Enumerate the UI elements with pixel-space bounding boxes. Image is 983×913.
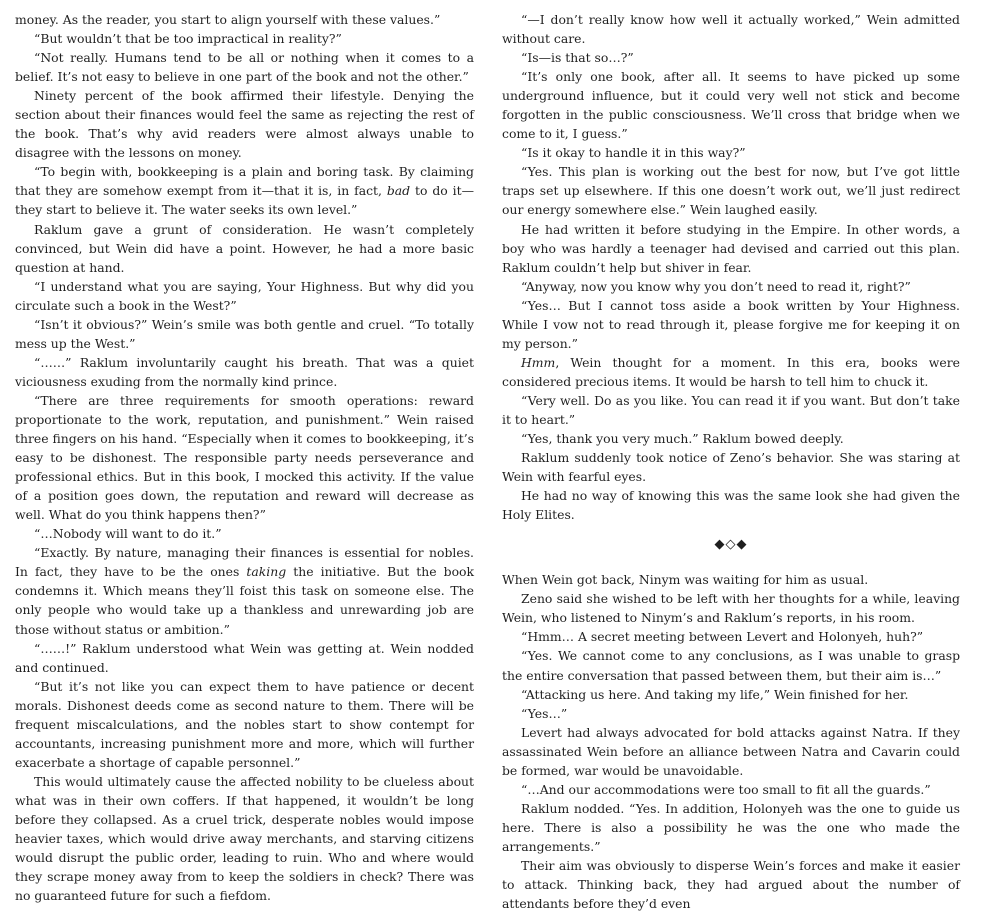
- text-run: Ninety percent of the book affirmed their lifestyle. Denying the section about their finances would feel the same as rejecting the rest of the book. That’s why avid readers were almost always unable to disagree with the lessons on money.: [15, 88, 474, 161]
- right-paragraph: [502, 780, 960, 799]
- right-paragraph: [502, 296, 960, 353]
- text-run: the initiative. But the book condemns it. Which means they’ll foist this task on someone else. The only people who would take up a thankless and unrewarding job are those without status or ambition.”: [15, 564, 474, 637]
- text-run: “Anyway, now you know why you don’t need to read it, right?”: [521, 278, 911, 294]
- text-run: “Is it okay to handle it in this way?”: [521, 145, 746, 161]
- right-paragraph: [502, 162, 960, 219]
- left-paragraph: [15, 220, 474, 277]
- left-paragraph: [15, 48, 474, 86]
- right-paragraph: [502, 448, 960, 486]
- right-paragraph: [502, 277, 960, 296]
- scene-break: [502, 524, 960, 570]
- right-paragraph: [502, 353, 960, 391]
- left-paragraph: [15, 29, 474, 48]
- text-run: Levert had always advocated for bold attacks against Natra. If they assassinated Wein before an alliance between Natra and Cavarin could be formed, war would be unavoidable.: [502, 724, 960, 778]
- right-paragraph: [502, 685, 960, 704]
- left-paragraph: [15, 524, 474, 543]
- text-run: “Isn’t it obvious?” Wein’s smile was both gentle and cruel. “To totally mess up the West.”: [15, 316, 474, 351]
- left-paragraph: [15, 677, 474, 772]
- right-paragraph: [502, 48, 960, 67]
- text-run: “But wouldn’t that be too impractical in reality?”: [34, 31, 342, 47]
- left-paragraph: [15, 315, 474, 353]
- text-run: “Not really. Humans tend to be all or nothing when it comes to a belief. It’s not easy to believe in one part of the book and not the other.”: [15, 50, 474, 85]
- text-run: “Very well. Do as you like. You can read it if you want. But don’t take it to heart.”: [502, 392, 960, 427]
- text-run: “There are three requirements for smooth operations: reward proportionate to the work, reputation, and punishment.” Wein raised three fingers on his hand. “Especially when it comes to bookkeeping, it’s easy to be dishonest. The responsible party needs perseverance and professional ethics. But in this book, I mocked this activity. If the value of a position goes down, the reputation and reward will decrease as well. What do you think happens then?”: [15, 392, 474, 523]
- text-run: “Attacking us here. And taking my life,” Wein finished for her.: [521, 686, 909, 702]
- text-run: “Yes… But I cannot toss aside a book written by Your Highness. While I vow not to read through it, please forgive me for keeping it on my person.”: [502, 297, 960, 351]
- text-run: “To begin with, bookkeeping is a plain and boring task. By claiming that they are somehow exempt from it—that it is, in fact,: [15, 164, 474, 199]
- left-paragraph: [15, 772, 474, 905]
- text-run: Their aim was obviously to disperse Wein’s forces and make it easier to attack. Thinking back, they had argued about the number of attendants before they’d even: [502, 857, 960, 912]
- book-spread: [0, 10, 983, 912]
- right-paragraph: [502, 67, 960, 143]
- right-paragraph: [502, 646, 960, 684]
- text-run: This would ultimately cause the affected nobility to be clueless about what was in their own coffers. If that happened, it wouldn’t be long before they collapsed. As a cruel trick, desperate nobles would impose heavier taxes, which would drive away merchants, and starving citizens would disrupt the public order, leading to ruin. Who and where would they scrape money away from to keep the soldiers in check? There was no guaranteed future for such a fiefdom.: [15, 773, 474, 904]
- left-paragraph: [15, 277, 474, 315]
- right-paragraph: [502, 856, 960, 913]
- right-paragraph: [502, 429, 960, 448]
- emphasis-text: Hmm: [521, 354, 556, 370]
- text-run: money. As the reader, you start to align yourself with these values.”: [15, 12, 441, 27]
- left-paragraph: [15, 543, 474, 638]
- right-paragraph: [502, 570, 960, 589]
- text-run: to do it—they start to believe it. The water seeks its own level.”: [15, 183, 474, 218]
- right-paragraph: [502, 799, 960, 856]
- text-run: “Exactly. By nature, managing their finances is essential for nobles. In fact, they have to be the ones: [15, 545, 474, 580]
- left-paragraph: [15, 391, 474, 524]
- text-run: Zeno said she wished to be left with her thoughts for a while, leaving Wein, who listened to Ninym’s and Raklum’s reports, in his room.: [502, 591, 960, 626]
- right-paragraph: [502, 486, 960, 524]
- text-run: He had written it before studying in the Empire. In other words, a boy who was hardly a teenager had devised and carried out this plan. Raklum couldn’t help but shiver in fear.: [502, 221, 960, 275]
- text-run: “……” Raklum involuntarily caught his breath. That was a quiet viciousness exuding from the normally kind prince.: [15, 354, 474, 389]
- left-paragraph: [15, 639, 474, 677]
- right-paragraph: [502, 391, 960, 429]
- text-run: “But it’s not like you can expect them to have patience or decent morals. Dishonest deeds come as second nature to them. There will be frequent miscalculations, and the nobles start to show contempt for accountants, increasing punishment more and more, which will further exacerbate a shortage of capable personnel.”: [15, 678, 474, 770]
- left-paragraph: [15, 353, 474, 391]
- text-run: “Yes…”: [521, 705, 568, 721]
- emphasis-text: taking: [246, 564, 287, 580]
- text-run: , Wein thought for a moment. In this era, books were considered precious items. It would be harsh to tell him to chuck it.: [502, 354, 960, 389]
- text-run: “It’s only one book, after all. It seems to have picked up some underground influence, but it could very well not stick and become forgotten in the public consciousness. We’ll cross that bridge when we come to it, I guess.”: [502, 69, 960, 142]
- text-run: Raklum nodded. “Yes. In addition, Holonyeh was the one to guide us here. There is also a possibility he was the one who made the arrangements.”: [502, 800, 960, 854]
- emphasis-text: bad: [386, 183, 411, 199]
- right-paragraph: [502, 220, 960, 277]
- left-page: [15, 10, 474, 905]
- text-run: Raklum gave a grunt of consideration. He wasn’t completely convinced, but Wein did have a point. However, he had a more basic question at hand.: [15, 221, 474, 275]
- text-run: “Yes. We cannot come to any conclusions, as I was unable to grasp the entire conversation that passed between them, but their aim is…”: [502, 648, 960, 683]
- text-run: ◆◇◆: [714, 537, 748, 553]
- text-run: “Yes. This plan is working out the best for now, but I’ve got little traps set up elsewhere. If this one doesn’t work out, we’ll just redirect our energy somewhere else.” Wein laughed easily.: [502, 164, 960, 218]
- text-run: “Is—is that so…?”: [521, 50, 634, 66]
- right-paragraph: [502, 627, 960, 646]
- text-run: Raklum suddenly took notice of Zeno’s behavior. She was staring at Wein with fearful eyes.: [502, 450, 960, 485]
- right-paragraph: [502, 704, 960, 723]
- right-paragraph: [502, 589, 960, 627]
- text-run: He had no way of knowing this was the same look she had given the Holy Elites.: [502, 488, 960, 523]
- left-paragraph: [15, 162, 474, 219]
- right-paragraph: [502, 143, 960, 162]
- text-run: “…And our accommodations were too small to fit all the guards.”: [521, 781, 931, 797]
- left-paragraph: [15, 86, 474, 162]
- left-paragraph: [15, 10, 474, 29]
- text-run: “Yes, thank you very much.” Raklum bowed deeply.: [521, 431, 844, 447]
- text-run: “I understand what you are saying, Your Highness. But why did you circulate such a book in the West?”: [15, 278, 474, 313]
- text-run: When Wein got back, Ninym was waiting for him as usual.: [502, 572, 869, 588]
- text-run: “Hmm… A secret meeting between Levert and Holonyeh, huh?”: [521, 629, 924, 645]
- right-paragraph: [502, 723, 960, 780]
- right-paragraph: [502, 10, 960, 48]
- right-page: [502, 10, 960, 913]
- text-run: “…Nobody will want to do it.”: [34, 526, 222, 542]
- text-run: “—I don’t really know how well it actually worked,” Wein admitted without care.: [502, 12, 960, 47]
- text-run: “……!” Raklum understood what Wein was getting at. Wein nodded and continued.: [15, 640, 474, 675]
